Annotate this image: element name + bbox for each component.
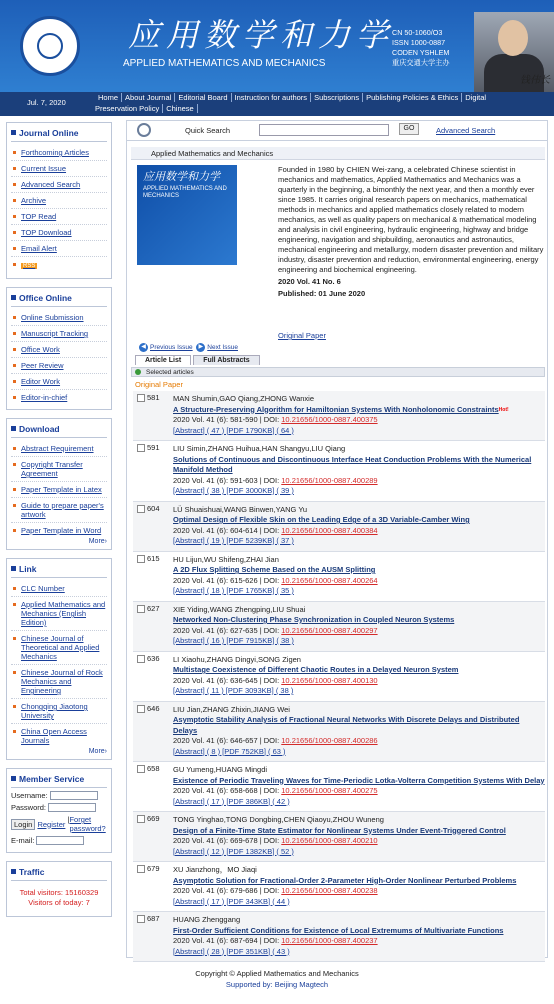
doi-link[interactable]: 10.21656/1000-0887.400237 <box>281 936 378 945</box>
citation-text: 2020 Vol. 41 (6): 687-694 | DOI: <box>173 936 282 945</box>
article-citation <box>173 676 545 687</box>
article-row <box>133 391 545 441</box>
article-title-line <box>173 515 545 526</box>
quick-search-label: Quick Search <box>185 126 231 135</box>
article-row <box>133 602 545 652</box>
sidebar-item[interactable]: Editor-in-chief <box>11 389 107 405</box>
abstract-pdf-links[interactable]: [Abstract] ( 28 ) [PDF 351KB] ( 43 ) <box>173 946 290 956</box>
abstract-pdf-links[interactable]: [Abstract] ( 11 ) [PDF 3093KB] ( 38 ) <box>173 686 294 695</box>
header-banner <box>0 0 554 92</box>
nav-item[interactable]: Subscriptions <box>311 93 363 102</box>
sidebar-item[interactable]: Peer Review <box>11 357 107 373</box>
sidebar-item[interactable]: Editor Work <box>11 373 107 389</box>
article-title-line <box>173 665 545 676</box>
selected-articles-bar[interactable]: Selected articles <box>131 367 545 377</box>
article-title[interactable]: A Structure‐Preserving Algorithm for Hamiltonian Systems With Nonholonomic Constraints <box>173 404 499 414</box>
citation-text: 2020 Vol. 41 (6): 581-590 | DOI: <box>173 415 282 424</box>
article-title[interactable]: First-Order Sufficient Conditions for Existence of Local Extremums of Multivariate Functions <box>173 925 504 935</box>
citation-text: 2020 Vol. 41 (6): 604-614 | DOI: <box>173 525 282 535</box>
download-more-link[interactable]: More› <box>88 538 107 545</box>
nav-item[interactable]: Chinese <box>163 104 198 113</box>
article-authors: MAN Shumin,GAO Qiang,ZHONG Wanxie <box>173 394 315 403</box>
nav-item[interactable]: Editorial Board <box>175 93 231 102</box>
username-input[interactable] <box>50 791 98 800</box>
article-row <box>133 441 545 502</box>
tab-article-list[interactable]: Article List <box>135 355 191 365</box>
sidebar-item[interactable]: Chinese Journal of Rock Mechanics and Engineering <box>11 664 107 698</box>
article-authors: LIU Simin,ZHANG Huihua,HAN Shangyu,LIU Qiang <box>173 444 346 453</box>
abstract-pdf-links[interactable]: [Abstract] ( 47 ) [PDF 1790KB] ( 64 ) <box>173 425 294 435</box>
journal-cover-image: 应用数学和力学 APPLIED MATHEMATICS AND MECHANICS <box>137 165 237 265</box>
hot-badge: Hot! <box>498 406 509 413</box>
founder-photo <box>474 12 554 92</box>
article-citation <box>173 936 545 947</box>
article-checkbox[interactable] <box>137 815 145 823</box>
sidebar-item[interactable]: TOP Download <box>11 224 107 240</box>
quick-search-input[interactable] <box>259 124 389 136</box>
doi-link[interactable]: 10.21656/1000-0887.400286 <box>281 736 378 745</box>
citation-text: 2020 Vol. 41 (6): 669-678 | DOI: <box>173 836 282 845</box>
citation-text: 2020 Vol. 41 (6): 658-668 | DOI: <box>173 786 282 795</box>
nav-item[interactable]: Digital Preservation Policy <box>95 93 487 113</box>
username-label: Username: <box>11 791 48 800</box>
article-authors: HU Lijun,WU Shifeng,ZHAI Jian <box>173 554 279 564</box>
volume-number: 2020 Vol. 41 No. 6 <box>278 277 341 286</box>
sidebar-item[interactable]: Online Submission <box>11 310 107 325</box>
article-row <box>133 912 545 962</box>
email-input[interactable] <box>36 836 84 845</box>
visitor-counter: Total visitors: 15160329 Visitors of today: 7 <box>19 888 99 907</box>
journal-chinese-title: 应用数学和力学 <box>128 16 395 54</box>
sidebar-item[interactable]: China Open Access Journals <box>11 723 107 748</box>
issn-number: ISSN 1000-0887 <box>392 38 446 47</box>
article-row <box>133 702 545 763</box>
article-authors: LIU Jian,ZHANG Zhixin,JIANG Wei <box>173 704 290 714</box>
sidebar-item[interactable]: TOP Read <box>11 208 107 224</box>
article-row <box>133 502 545 552</box>
sidebar-item[interactable]: Current Issue <box>11 160 107 176</box>
sidebar-item[interactable]: Email Alert <box>11 240 107 256</box>
article-title[interactable]: Networked Non-Clustering Phase Synchronization in Coupled Neuron Systems <box>173 615 455 624</box>
article-row <box>133 552 545 602</box>
article-authors: LÜ Shuaishuai,WANG Binwen,YANG Yu <box>173 504 308 514</box>
article-checkbox[interactable] <box>137 655 145 663</box>
article-authors: GU Yumeng,HUANG Mingdi <box>173 765 268 774</box>
article-citation <box>173 886 545 897</box>
member-service-box: Member Service Username: Password: Login Register | Forget password? E-mail: <box>6 768 112 853</box>
article-checkbox[interactable] <box>137 765 145 773</box>
article-checkbox[interactable] <box>137 555 145 563</box>
next-issue-link[interactable]: Next Issue <box>207 344 238 352</box>
abstract-pdf-links[interactable]: [Abstract] ( 19 ) [PDF 5239KB] ( 37 ) <box>173 536 294 545</box>
email-label: E-mail: <box>11 836 35 845</box>
article-row <box>133 812 545 862</box>
tab-full-abstracts[interactable]: Full Abstracts <box>193 355 259 365</box>
nav-item[interactable]: Instruction for authors <box>232 93 312 102</box>
article-row <box>133 862 545 912</box>
doi-link[interactable]: 10.21656/1000-0887.400130 <box>281 675 378 685</box>
citation-text: 2020 Vol. 41 (6): 627-635 | DOI: <box>173 625 282 635</box>
doi-link[interactable]: 10.21656/1000-0887.400297 <box>281 625 378 635</box>
journal-heading: Applied Mathematics and Mechanics <box>131 147 545 160</box>
current-date: Jul. 7, 2020 <box>27 98 66 107</box>
link-title: Link <box>11 562 107 578</box>
abstract-pdf-links[interactable]: [Abstract] ( 8 ) [PDF 752KB] ( 63 ) <box>173 746 286 756</box>
supported-by: Supported by: Beijing Magtech <box>225 980 329 989</box>
article-number: 679 <box>147 864 160 873</box>
doi-link[interactable]: 10.21656/1000-0887.400375 <box>281 415 378 424</box>
journal-online-box <box>6 122 112 279</box>
nav-item[interactable]: Home <box>95 93 122 102</box>
article-number: 615 <box>147 553 160 563</box>
abstract-pdf-links[interactable]: [Abstract] ( 16 ) [PDF 7915KB] ( 38 ) <box>173 636 294 645</box>
article-title-line <box>173 565 545 576</box>
doi-link[interactable]: 10.21656/1000-0887.400264 <box>281 575 378 585</box>
article-title[interactable]: Multistage Coexistence of Different Chaotic Routes in a Delayed Neuron System <box>173 665 459 674</box>
footer <box>0 968 554 990</box>
article-number: 604 <box>147 503 160 513</box>
citation-text: 2020 Vol. 41 (6): 679-686 | DOI: <box>173 886 282 895</box>
nav-item[interactable]: About Journal <box>122 93 175 102</box>
article-title[interactable]: Asymptotic Solution for Fractional-Order 2-Parameter High-Order Nonlinear Perturbed Problems <box>173 875 517 885</box>
article-row <box>133 652 545 702</box>
traffic-title: Traffic <box>11 865 107 881</box>
citation-text: 2020 Vol. 41 (6): 591-603 | DOI: <box>173 475 282 485</box>
article-checkbox[interactable] <box>137 444 145 452</box>
article-list <box>133 391 545 962</box>
article-title-line <box>173 776 545 787</box>
section-heading: Original Paper <box>135 380 183 389</box>
sidebar-item[interactable]: Abstract Requirement <box>11 441 107 456</box>
journal-online-title: Journal Online <box>11 126 107 142</box>
doi-link[interactable]: 10.21656/1000-0887.400384 <box>281 525 378 535</box>
article-title-line <box>173 455 545 476</box>
top-nav <box>0 92 554 116</box>
sidebar-item[interactable]: Applied Mathematics and Mechanics (English Edition) <box>11 596 107 630</box>
university-logo <box>20 16 80 76</box>
article-title-line <box>173 615 545 626</box>
article-number: 687 <box>147 914 160 923</box>
article-number: 627 <box>147 603 160 613</box>
article-citation <box>173 526 545 537</box>
article-title[interactable]: Existence of Periodic Traveling Waves for Time-Periodic Lotka-Volterra Competition Systems With Delay <box>173 775 545 785</box>
quick-search-bar <box>127 121 547 141</box>
citation-text: 2020 Vol. 41 (6): 646-657 | DOI: <box>173 736 282 745</box>
sidebar-item[interactable]: Guide to prepare paper's artwork <box>11 497 107 522</box>
rss-link[interactable]: RSS <box>11 256 107 274</box>
sidebar-item[interactable]: Forthcoming Articles <box>11 145 107 160</box>
signature: 钱伟长 <box>520 75 550 86</box>
doi-link[interactable]: 10.21656/1000-0887.400275 <box>281 786 378 795</box>
password-input[interactable] <box>48 803 96 812</box>
office-online-box <box>6 287 112 410</box>
list-tabs <box>135 355 262 365</box>
article-authors: TONG Yinghao,TONG Dongbing,CHEN Qiaoyu,ZHOU Wuneng <box>173 815 384 824</box>
article-checkbox[interactable] <box>137 865 145 873</box>
article-title-line <box>173 826 545 837</box>
link-box <box>6 558 112 760</box>
abstract-pdf-links[interactable]: [Abstract] ( 17 ) [PDF 386KB] ( 42 ) <box>173 796 290 806</box>
article-title[interactable]: Solutions of Continuous and Discontinuous Interface Heat Conduction Problems With the Numerical Manifold Method <box>173 454 532 474</box>
article-number: 591 <box>147 443 160 452</box>
doi-link[interactable]: 10.21656/1000-0887.400210 <box>281 836 378 845</box>
article-title-line <box>173 405 545 416</box>
article-citation <box>173 476 545 487</box>
article-citation <box>173 626 545 637</box>
citation-text: 2020 Vol. 41 (6): 615-626 | DOI: <box>173 575 282 585</box>
article-authors: XIE Yiding,WANG Zhengping,LIU Shuai <box>173 604 306 614</box>
abstract-pdf-links[interactable]: [Abstract] ( 38 ) [PDF 3000KB] ( 39 ) <box>173 486 294 495</box>
abstract-pdf-links[interactable]: [Abstract] ( 17 ) [PDF 343KB] ( 44 ) <box>173 896 290 906</box>
next-arrow-icon: ▶ <box>196 343 205 352</box>
article-title[interactable]: Design of a Finite-Time State Estimator for Nonlinear Systems Under Event-Triggered Control <box>173 825 506 835</box>
article-row <box>133 762 545 812</box>
citation-text: 2020 Vol. 41 (6): 636-645 | DOI: <box>173 675 282 685</box>
password-label: Password: <box>11 803 47 812</box>
sidebar-item[interactable]: Copyright Transfer Agreement <box>11 456 107 481</box>
issn-block <box>392 28 450 68</box>
article-citation <box>173 786 545 797</box>
article-checkbox[interactable] <box>137 915 145 923</box>
article-title[interactable]: A 2D Flux Splitting Scheme Based on the AUSM Splitting <box>173 565 376 574</box>
journal-description: Founded in 1980 by CHIEN Wei-zang, a celebrated Chinese scientist in mechanics and mathematics, Applied Mathematics and Mechanics was a quarterly in the beginning, a bimonthly the next year, and then a monthly ever since 1985. It carries original research papers on mechanics, mathematical methods in mechanics and applied mathematics closely related to modern mechanics, as well as quality papers on mechanical & mathematical modeling and analysis in civil engineering, hydraulic engineering, highway and bridge engineering, navigation and shipbuilding, aeronautics and astronautics, mechanical engineering and metallurgy, modern disaster prevention and military industry, disaster prevention and reduction, environmental engineering, energy engineering and biochemical engineering. 2020 Vol. 41 No. 6 Published: 01 June 2020 <box>278 165 546 299</box>
article-checkbox[interactable] <box>137 394 145 402</box>
article-number: 658 <box>147 764 160 773</box>
link-more-link[interactable]: More› <box>88 748 107 755</box>
abstract-pdf-links[interactable]: [Abstract] ( 18 ) [PDF 1765KB] ( 35 ) <box>173 586 294 595</box>
sponsor: 重庆交通大学主办 <box>392 58 450 67</box>
article-authors: HUANG Zhenggang <box>173 915 241 924</box>
previous-arrow-icon: ◀ <box>139 343 148 352</box>
article-title[interactable]: Optimal Design of Flexible Skin on the Leading Edge of a 3D Variable-Camber Wing <box>173 515 470 524</box>
published-date: Published: 01 June 2020 <box>278 289 366 298</box>
article-authors: XU Jianzhong，MO Jiaqi <box>173 865 257 874</box>
sidebar-item[interactable]: Chongqing Jiaotong University <box>11 698 107 723</box>
member-service-title: Member Service <box>11 772 107 788</box>
abstract-pdf-links[interactable]: [Abstract] ( 12 ) [PDF 1382KB] ( 52 ) <box>173 846 294 856</box>
article-checkbox[interactable] <box>137 705 145 713</box>
download-box <box>6 418 112 550</box>
original-paper-link[interactable]: Original Paper <box>278 331 326 340</box>
nav-item[interactable]: Publishing Policies & Ethics <box>363 93 462 102</box>
register-link[interactable]: Register <box>37 819 66 829</box>
article-citation <box>173 576 545 587</box>
go-button[interactable]: GO <box>399 123 419 135</box>
doi-link[interactable]: 10.21656/1000-0887.400289 <box>281 475 378 485</box>
article-title-line <box>173 926 545 937</box>
login-button[interactable]: Login <box>11 819 35 830</box>
article-citation <box>173 415 545 426</box>
article-number: 636 <box>147 653 160 663</box>
traffic-box <box>6 861 112 917</box>
forgot-password-link[interactable]: Forget password? <box>69 815 106 833</box>
main-panel <box>126 120 548 958</box>
sidebar-item[interactable]: Office Work <box>11 341 107 357</box>
sidebar-item[interactable]: Chinese Journal of Theoretical and Applied Mechanics <box>11 630 107 664</box>
previous-issue-link[interactable]: Previous Issue <box>150 344 193 352</box>
article-citation <box>173 836 545 847</box>
download-title: Download <box>11 422 107 438</box>
coden: CODEN YSHLEM <box>392 48 450 57</box>
article-title-line <box>173 715 545 736</box>
article-title[interactable]: Asymptotic Stability Analysis of Fractional Neural Networks With Discrete Delays and Distributed Delays <box>173 715 520 735</box>
sidebar-item[interactable]: CLC Number <box>11 581 107 596</box>
office-online-title: Office Online <box>11 291 107 307</box>
cn-number: CN 50-1060/O3 <box>392 28 443 37</box>
article-number: 581 <box>147 393 160 402</box>
sidebar-item[interactable]: Archive <box>11 192 107 208</box>
sidebar-item[interactable]: Paper Template in Latex <box>11 481 107 497</box>
sidebar-item[interactable]: Paper Template in Word <box>11 522 107 538</box>
magnifier-icon <box>137 123 151 137</box>
sidebar-item[interactable]: Manuscript Tracking <box>11 325 107 341</box>
article-authors: LI Xiaohu,ZHANG Dingyi,SONG Zigen <box>173 654 301 664</box>
copyright: Copyright © Applied Mathematics and Mechanics <box>195 969 359 978</box>
article-number: 669 <box>147 814 160 823</box>
article-checkbox[interactable] <box>137 505 145 513</box>
article-number: 646 <box>147 703 160 713</box>
journal-english-title: APPLIED MATHEMATICS AND MECHANICS <box>123 58 326 69</box>
advanced-search-link[interactable]: Advanced Search <box>436 126 496 135</box>
article-checkbox[interactable] <box>137 605 145 613</box>
sidebar-item[interactable]: Advanced Search <box>11 176 107 192</box>
doi-link[interactable]: 10.21656/1000-0887.400238 <box>281 886 378 895</box>
issue-navigation <box>139 343 238 352</box>
article-title-line <box>173 876 545 887</box>
article-citation <box>173 736 545 747</box>
